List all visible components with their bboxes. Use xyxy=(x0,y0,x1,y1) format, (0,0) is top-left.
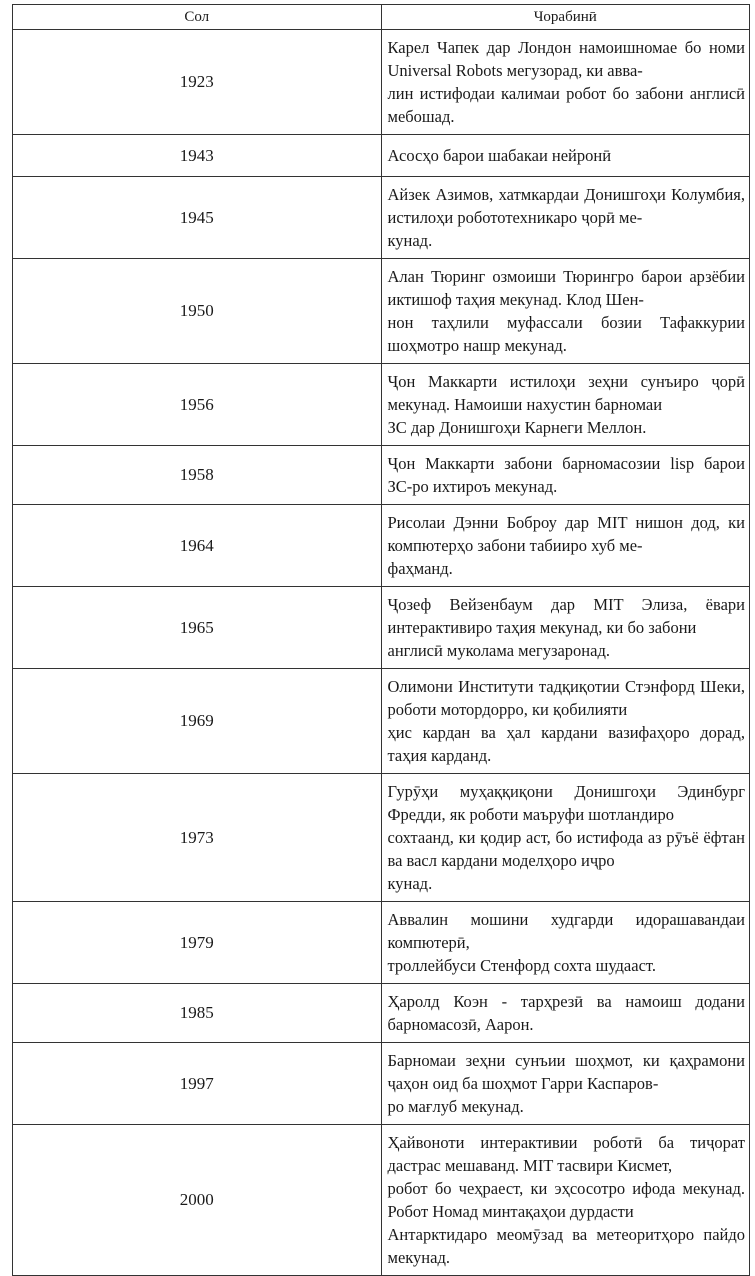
event-cell: Асосҳо барои шабакаи нейронӣ xyxy=(381,135,750,177)
year-cell: 1943 xyxy=(13,135,382,177)
year-cell: 1997 xyxy=(13,1043,382,1125)
table-row xyxy=(13,259,750,364)
event-cell: Ҷон Маккарти забони барномасозии lisp барои ЗС-ро ихтироъ мекунад. xyxy=(381,446,750,505)
table-row xyxy=(13,774,750,902)
event-column-header: Чорабинӣ xyxy=(381,5,750,30)
year-cell: 1956 xyxy=(13,364,382,446)
event-cell: Ҷозеф Вейзенбаум дар MIT Элиза, ёвари интерактивиро таҳия мекунад, ки бо забони англисӣ муколама мегузаронад. xyxy=(381,587,750,669)
year-cell: 1985 xyxy=(13,984,382,1043)
year-cell: 1958 xyxy=(13,446,382,505)
event-cell: Карел Чапек дар Лондон намоишномае бо номи Universal Robots мегузорад, ки авва- лин истифодаи калимаи робот бо забони англисӣ мебошад. xyxy=(381,30,750,135)
table-row xyxy=(13,984,750,1043)
table-row xyxy=(13,587,750,669)
event-cell: Аввалин мошини худгарди идорашавандаи компютерӣ, троллейбуси Стенфорд сохта шудааст. xyxy=(381,902,750,984)
event-cell: Айзек Азимов, хатмкардаи Донишгоҳи Колумбия, истилоҳи робототехникаро ҷорӣ ме- кунад. xyxy=(381,177,750,259)
event-cell: Гурӯҳи муҳаққиқони Донишгоҳи Эдинбург Фредди, як роботи маъруфи шотландиро сохтаанд, ки қодир аст, бо истифода аз рӯъё ёфтан ва васл кардани моделҳоро иҷро кунад. xyxy=(381,774,750,902)
year-cell: 1979 xyxy=(13,902,382,984)
event-cell: Алан Тюринг озмоиши Тюрингро барои арзёбии иктишоф таҳия мекунад. Клод Шен- нон таҳлили муфассали бозии Тафаккурии шоҳмотро нашр мекунад. xyxy=(381,259,750,364)
timeline-table xyxy=(12,4,750,1276)
table-row xyxy=(13,135,750,177)
table-row xyxy=(13,1125,750,1276)
year-cell: 1945 xyxy=(13,177,382,259)
table-row xyxy=(13,364,750,446)
table-row xyxy=(13,902,750,984)
table-row xyxy=(13,177,750,259)
table-row xyxy=(13,505,750,587)
year-cell: 1969 xyxy=(13,669,382,774)
table-row xyxy=(13,446,750,505)
year-column-header: Сол xyxy=(13,5,382,30)
event-cell: Барномаи зеҳни сунъии шоҳмот, ки қаҳрамони ҷаҳон оид ба шоҳмот Гарри Каспаров- ро мағлуб мекунад. xyxy=(381,1043,750,1125)
year-cell: 2000 xyxy=(13,1125,382,1276)
event-cell: Ҷон Маккарти истилоҳи зеҳни сунъиро ҷорӣ мекунад. Намоиши нахустин барномаи ЗС дар Донишгоҳи Карнеги Меллон. xyxy=(381,364,750,446)
event-cell: Ҳайвоноти интерактивии роботӣ ба тиҷорат дастрас мешаванд. MIT тасвири Кисмет, робот бо чеҳраест, ки эҳсосотро ифода мекунад. Робот Номад минтақаҳои дурдасти Антарктидаро меомӯзад ва метеоритҳоро пайдо мекунад. xyxy=(381,1125,750,1276)
year-cell: 1950 xyxy=(13,259,382,364)
table-row xyxy=(13,30,750,135)
table-row xyxy=(13,669,750,774)
header-row xyxy=(13,5,750,30)
year-cell: 1973 xyxy=(13,774,382,902)
event-cell: Ҳаролд Коэн - тарҳрезӣ ва намоиш додани барномасозӣ, Аарон. xyxy=(381,984,750,1043)
year-cell: 1923 xyxy=(13,30,382,135)
table-row xyxy=(13,1043,750,1125)
event-cell: Рисолаи Дэнни Боброу дар MIT нишон дод, ки компютерҳо забони табииро хуб ме- фаҳманд. xyxy=(381,505,750,587)
event-cell: Олимони Институти тадқиқотии Стэнфорд Шеки, роботи мотордорро, ки қобилияти ҳис кардан ва ҳал кардани вазифаҳоро дорад, таҳия карданд. xyxy=(381,669,750,774)
year-cell: 1965 xyxy=(13,587,382,669)
year-cell: 1964 xyxy=(13,505,382,587)
